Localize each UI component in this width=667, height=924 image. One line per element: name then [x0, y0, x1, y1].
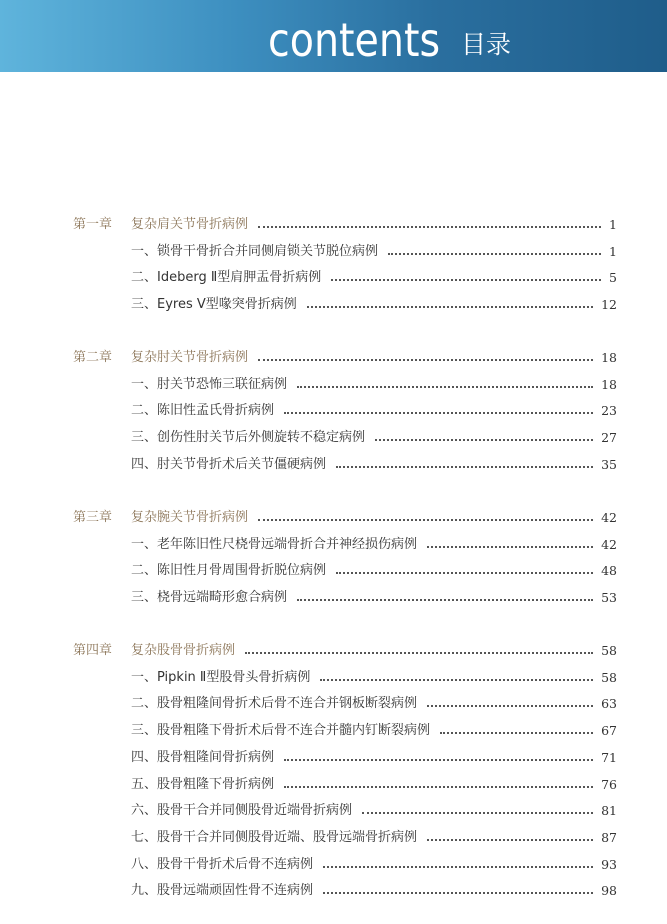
toc-item-row[interactable]	[0, 668, 667, 688]
toc-item-label: 二、陈旧性孟氏骨折病例	[131, 403, 275, 419]
toc-item-label: 四、肘关节骨折术后关节僵硬病例	[131, 456, 327, 472]
toc-item-row[interactable]	[0, 561, 667, 581]
leader-dots	[336, 466, 593, 468]
leader-dots	[375, 439, 593, 441]
toc-item-label: 三、桡骨远端畸形愈合病例	[131, 590, 288, 606]
toc-item-label: 九、股骨远端顽固性骨不连病例	[131, 883, 314, 899]
leader-dots	[307, 306, 593, 308]
page-number: 1	[609, 217, 617, 232]
toc-item-row[interactable]	[0, 775, 667, 795]
toc-item-label: 二、股骨粗隆间骨折术后骨不连合并钢板断裂病例	[131, 696, 418, 712]
toc-item-row[interactable]	[0, 295, 667, 315]
leader-dots	[427, 839, 593, 841]
page-number: 71	[601, 749, 617, 765]
toc-item-label: 八、股骨干骨折术后骨不连病例	[131, 856, 314, 872]
page-number: 53	[601, 590, 617, 606]
page-number: 12	[601, 297, 617, 313]
toc-item-row[interactable]	[0, 881, 667, 901]
leader-dots	[284, 759, 593, 761]
page-number: 1	[609, 243, 617, 259]
toc-item-label: 五、股骨粗隆下骨折病例	[131, 776, 275, 792]
page-number: 58	[601, 669, 617, 685]
toc-chapter-row[interactable]	[0, 641, 667, 661]
toc-item-label: 六、股骨干合并同侧股骨近端骨折病例	[131, 803, 353, 819]
leader-dots	[427, 546, 593, 548]
toc-item-row[interactable]	[0, 455, 667, 475]
page-number: 42	[601, 536, 617, 552]
toc-item-row[interactable]	[0, 828, 667, 848]
leader-dots	[336, 572, 593, 574]
leader-dots	[245, 652, 593, 654]
leader-dots	[284, 786, 593, 788]
leader-dots	[440, 732, 593, 734]
page-number: 67	[601, 723, 617, 739]
leader-dots	[323, 892, 593, 894]
leader-dots	[388, 253, 601, 255]
page-number: 27	[601, 430, 617, 446]
page-number: 87	[601, 829, 617, 845]
toc-item-label: 七、股骨干合并同侧股骨近端、股骨远端骨折病例	[131, 829, 418, 845]
leader-dots	[258, 226, 601, 228]
toc-item-row[interactable]	[0, 268, 667, 288]
toc-item-row[interactable]	[0, 855, 667, 875]
toc-chapter-row[interactable]	[0, 508, 667, 528]
page-number: 48	[601, 563, 617, 579]
leader-dots	[323, 866, 593, 868]
toc-item-label: 四、股骨粗隆间骨折病例	[131, 749, 275, 765]
toc-item-label: 三、Eyres Ⅴ型喙突骨折病例	[131, 297, 297, 313]
toc-item-row[interactable]	[0, 694, 667, 714]
page-number: 23	[601, 403, 617, 419]
toc-item-label: 一、肘关节恐怖三联征病例	[131, 376, 288, 392]
leader-dots	[331, 279, 601, 281]
leader-dots	[297, 599, 593, 601]
leader-dots	[258, 519, 593, 521]
toc-item-row[interactable]	[0, 801, 667, 821]
toc-chapter-row[interactable]	[0, 215, 667, 235]
leader-dots	[284, 412, 593, 414]
page-number: 5	[609, 270, 617, 286]
contents-title: contents	[268, 13, 441, 67]
toc-item-row[interactable]	[0, 401, 667, 421]
chapter-title: 复杂股骨骨折病例	[131, 643, 236, 658]
page-number: 81	[601, 803, 617, 819]
toc-item-label: 二、Ideberg Ⅱ型肩胛盂骨折病例	[131, 270, 322, 286]
toc-item-label: 一、老年陈旧性尺桡骨远端骨折合并神经损伤病例	[131, 536, 418, 552]
toc-item-row[interactable]	[0, 721, 667, 741]
contents-header-banner	[0, 0, 667, 72]
page-number: 18	[601, 350, 617, 365]
leader-dots	[320, 679, 593, 681]
page-number: 63	[601, 696, 617, 712]
chapter-title: 复杂肩关节骨折病例	[131, 217, 249, 232]
chapter-number: 第一章	[73, 217, 113, 232]
page-number: 42	[601, 510, 617, 525]
leader-dots	[427, 705, 593, 707]
toc-item-label: 一、锁骨干骨折合并同侧肩锁关节脱位病例	[131, 243, 379, 259]
toc-item-row[interactable]	[0, 428, 667, 448]
toc-item-label: 三、创伤性肘关节后外侧旋转不稳定病例	[131, 430, 366, 446]
toc-item-row[interactable]	[0, 375, 667, 395]
leader-dots	[362, 812, 593, 814]
toc-item-row[interactable]	[0, 535, 667, 555]
toc-item-row[interactable]	[0, 588, 667, 608]
chapter-title: 复杂腕关节骨折病例	[131, 510, 249, 525]
chapter-number: 第四章	[73, 643, 113, 658]
toc-item-label: 一、Pipkin Ⅱ型股骨头骨折病例	[131, 669, 311, 685]
toc-item-row[interactable]	[0, 748, 667, 768]
toc-item-row[interactable]	[0, 242, 667, 262]
page-number: 18	[601, 376, 617, 392]
contents-subtitle: 目录	[461, 30, 512, 59]
toc-item-label: 二、陈旧性月骨周围骨折脱位病例	[131, 563, 327, 579]
chapter-title: 复杂肘关节骨折病例	[131, 350, 249, 365]
leader-dots	[297, 386, 593, 388]
page-number: 58	[601, 643, 617, 658]
toc-chapter-row[interactable]	[0, 348, 667, 368]
page-number: 76	[601, 776, 617, 792]
page-number: 35	[601, 456, 617, 472]
page-number: 93	[601, 856, 617, 872]
page-number: 98	[601, 883, 617, 899]
chapter-number: 第二章	[73, 350, 113, 365]
toc-item-label: 三、股骨粗隆下骨折术后骨不连合并髓内钉断裂病例	[131, 723, 431, 739]
chapter-number: 第三章	[73, 510, 113, 525]
leader-dots	[258, 359, 593, 361]
